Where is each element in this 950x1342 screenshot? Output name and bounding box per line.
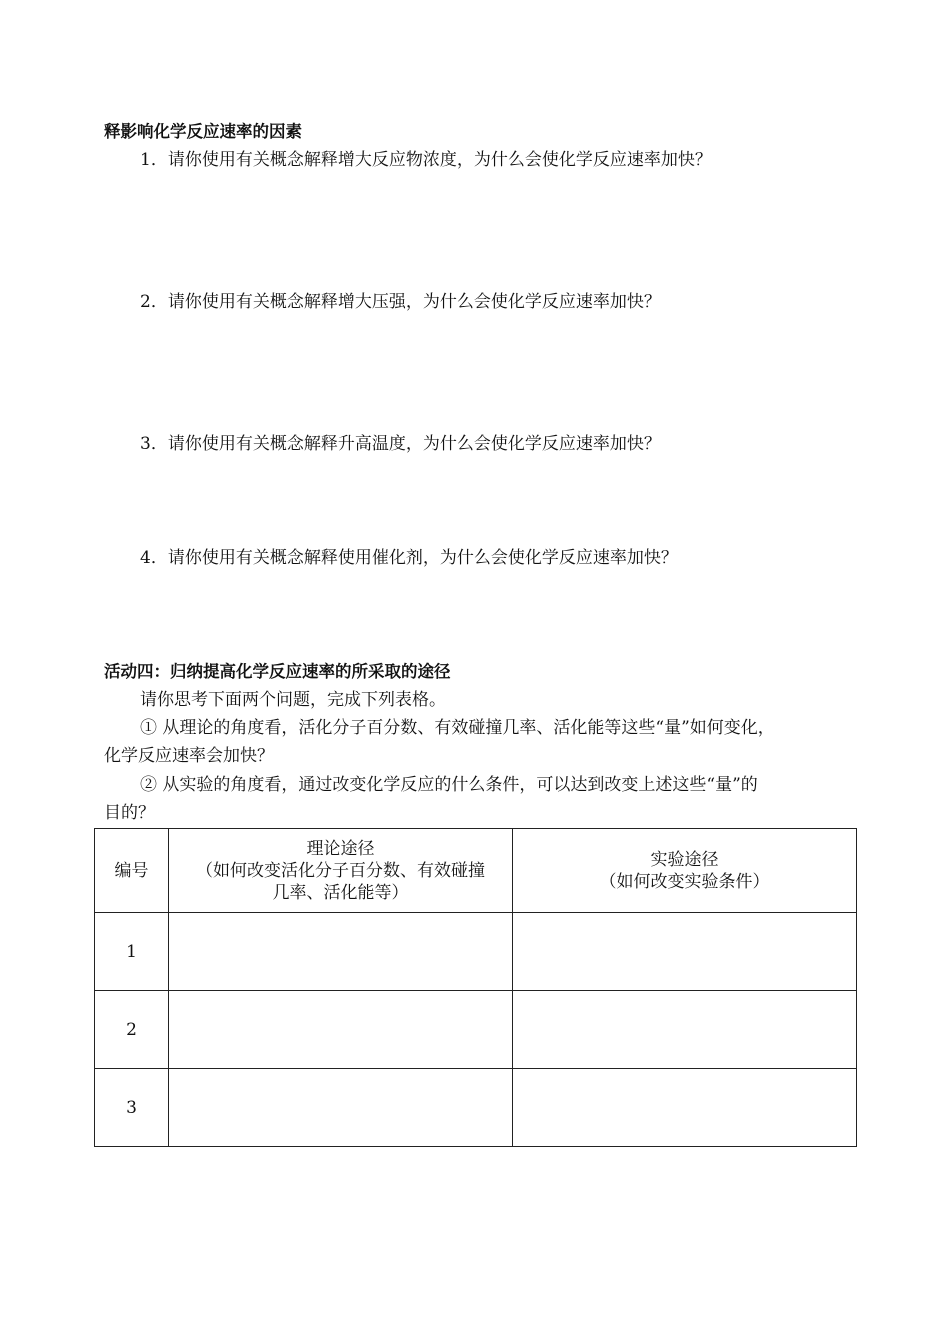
pathways-table [94,828,857,1147]
table-row [95,1069,857,1147]
activity-question-1-line-2: 化学反应速率会加快？ [104,746,274,766]
activity-heading: 活动四：归纳提高化学反应速率的所采取的途径 [104,662,451,681]
question-4: 4．请你使用有关概念解释使用催化剂，为什么会使化学反应速率加快？ [140,548,678,568]
row-number: 1 [95,913,169,991]
theory-cell[interactable] [169,1069,513,1147]
question-2: 2．请你使用有关概念解释增大压强，为什么会使化学反应速率加快？ [140,292,661,312]
header-experiment [513,829,857,913]
header-experiment-title: 实验途径 [650,849,719,870]
experiment-cell[interactable] [513,1069,857,1147]
row-number: 2 [95,991,169,1069]
header-number: 编号 [95,829,169,913]
table-row [95,913,857,991]
header-theory [169,829,513,913]
table-row [95,991,857,1069]
experiment-cell[interactable] [513,913,857,991]
activity-question-2-line-1: ② 从实验的角度看，通过改变化学反应的什么条件，可以达到改变上述这些“量”的 [140,775,758,795]
question-3: 3．请你使用有关概念解释升高温度，为什么会使化学反应速率加快？ [140,434,661,454]
section-heading: 释影响化学反应速率的因素 [104,122,302,141]
header-theory-sub-2: 几率、活化能等） [272,882,409,903]
header-theory-title: 理论途径 [306,838,375,859]
table-header-row [95,829,857,913]
row-number: 3 [95,1069,169,1147]
activity-question-2-line-2: 目的？ [104,803,155,823]
experiment-cell[interactable] [513,991,857,1069]
header-experiment-sub: （如何改变实验条件） [599,871,770,892]
header-theory-sub-1: （如何改变活化分子百分数、有效碰撞 [196,860,485,881]
theory-cell[interactable] [169,991,513,1069]
question-1: 1．请你使用有关概念解释增大反应物浓度，为什么会使化学反应速率加快？ [140,150,712,170]
activity-intro: 请你思考下面两个问题，完成下列表格。 [140,690,446,710]
theory-cell[interactable] [169,913,513,991]
activity-question-1-line-1: ① 从理论的角度看，活化分子百分数、有效碰撞几率、活化能等这些“量”如何变化， [140,718,775,738]
